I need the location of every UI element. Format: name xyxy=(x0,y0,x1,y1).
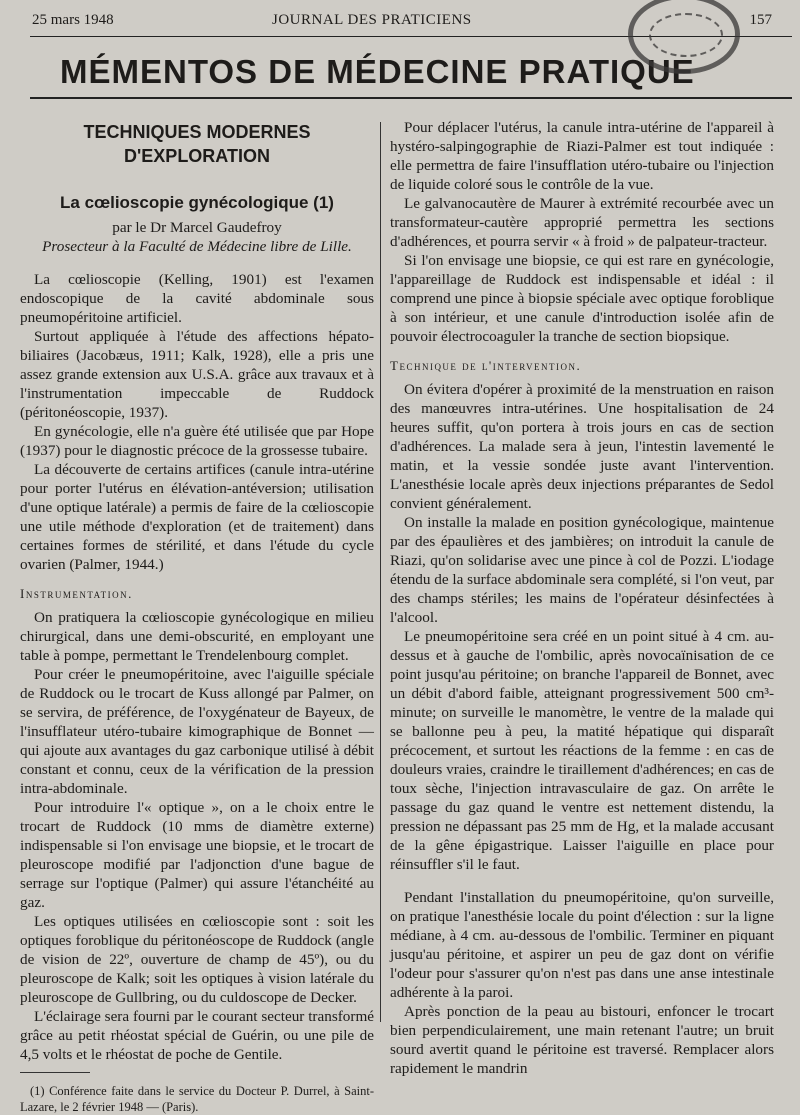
footnote: (1) Conférence faite dans le service du Docteur P. Durrel, à Saint-Lazare, le 2 février 1948 — (Paris). xyxy=(20,1084,374,1114)
paragraph: On évitera d'opérer à proximité de la menstruation en raison des manœuvres intra-utérines. Une hospitalisation de 24 heures suffit, qu'on portera à trois jours en cas de section d'adhérences. La malade sera à jeun, l'intestin lavementé le matin, et la vessie sondée juste avant l'intervention. L'anesthésie locale après deux injections préparantes de Sedol convient généralement. xyxy=(390,381,774,512)
section-title: MÉMENTOS DE MÉDECINE PRATIQUE xyxy=(60,53,695,90)
paragraph: En gynécologie, elle n'a guère été utilisée que par Hope (1937) pour le diagnostic précoce de la grossesse tubaire. xyxy=(20,423,374,459)
paragraph: On installe la malade en position gynécologique, maintenue par des épaulières et des jambières; on introduit la canule de Riazi, qu'on solidarise avec une pince à col de Pozzi. L'iodage étendu de la surface abdominale sera complété, si l'on veut, par des champs stériles; les mains de l'opérateur désinfectées à l'alcool. xyxy=(390,514,774,626)
article-title: TECHNIQUES MODERNES D'EXPLORATION xyxy=(83,122,311,166)
heading-technique: Technique de l'intervention. xyxy=(390,358,582,373)
paragraph: Pour déplacer l'utérus, la canule intra-utérine de l'appareil à hystéro-salpingographie de Riazi-Palmer est tout indiquée : elle permettra de faire l'insufflation utéro-tubaire ou l'injection de liquide coloré sous le contrôle de la vue. xyxy=(390,119,774,193)
page-number: 157 xyxy=(749,12,772,28)
paragraph: Pendant l'installation du pneumopéritoine, qu'on surveille, on pratique l'anesthésie locale du point d'élection : sur la ligne médiane, à 4 cm. au-dessous de l'ombilic. Terminer en piquant jusqu'au péritoine, et aspirer un peu de gaz dont on vérifie l'odeur pour s'assurer qu'on n'est pas dans une anse intestinale adhérente à la paroi. xyxy=(390,889,774,1001)
paragraph: Le galvanocautère de Maurer à extrémité recourbée avec un transformateur-cautère approprié permettra les sections d'adhérences, et pourra servir « à froid » de palpateur-tracteur. xyxy=(390,195,774,250)
paragraph: La découverte de certains artifices (canule intra-utérine pour porter l'utérus en élévation-antéversion; utilisation d'une optique latérale) a permis de faire de la cœlioscopie une utile méthode d'exploration (et de traitement) dans certaines formes de stérilité, et dans l'étude du cycle ovarien (Palmer, 1944.) xyxy=(20,461,374,573)
footnote-rule xyxy=(20,1072,90,1073)
right-column xyxy=(390,118,774,1077)
paragraph: La cœlioscopie (Kelling, 1901) est l'examen endoscopique de la cavité abdominale sous pneumopéritoine artificiel. xyxy=(20,271,374,326)
column-divider xyxy=(380,122,381,1022)
article-subtitle: La cœlioscopie gynécologique (1) xyxy=(60,193,334,212)
paragraph: Surtout appliquée à l'étude des affections hépato-biliaires (Jacobæus, 1911; Kalk, 1928), elle a pris une assez grande extension aux U.S.A. grâce aux travaux et à l'instrumentation impeccable de Ruddock (péritonéoscopie, 1937). xyxy=(20,328,374,421)
issue-date: 25 mars 1948 xyxy=(32,12,114,28)
journal-name: JOURNAL DES PRATICIENS xyxy=(272,12,472,28)
paragraph: On pratiquera la cœlioscopie gynécologique en milieu chirurgical, dans une demi-obscurité, en employant une table à pompe, permettant le Trendelenbourg complet. xyxy=(20,609,374,664)
paragraph: L'éclairage sera fourni par le courant secteur transformé grâce au petit rhéostat spécial de Guérin, ou une pile de 4,5 volts et le rhéostat de poche de Gentile. xyxy=(20,1008,374,1063)
paragraph: Pour créer le pneumopéritoine, avec l'aiguille spéciale de Ruddock ou le trocart de Kuss allongé par Palmer, on se servira, de préférence, de l'oxygénateur de Bayeux, de l'insufflateur utéro-tubaire kimographique de Bonnet — qui ajoute aux avantages du gaz carbonique utilisé à débit constant et connu, ceux de la vérification de la pression intra-abdominale. xyxy=(20,666,374,797)
paragraph: Les optiques utilisées en cœlioscopie sont : soit les optiques foroblique du péritonéoscope de Ruddock (angle de vision de 22º, ouverture de champ de 45º), ou du pleuroscope de Kalk; soit les optiques à vision latérale du pleuroscope de Gullbring, ou du culdoscope de Decker. xyxy=(20,913,374,1006)
author-byline: par le Dr Marcel Gaudefroy xyxy=(112,219,282,236)
author-affiliation: Prosecteur à la Faculté de Médecine libre de Lille. xyxy=(42,238,352,255)
left-column xyxy=(20,118,374,1114)
paragraph: Si l'on envisage une biopsie, ce qui est rare en gynécologie, l'appareillage de Ruddock est indispensable et idéal : il comprend une pince à biopsie spéciale avec optique foroblique à son intérieur, et une canule d'introduction isolée afin de pouvoir électrocoaguler la tranche de section biopsique. xyxy=(390,252,774,345)
paragraph: Après ponction de la peau au bistouri, enfoncer le trocart bien perpendiculairement, une main retenant l'autre; un bruit sourd avertit quand le péritoine est traversé. Remplacer alors rapidement le mandrin xyxy=(390,1003,774,1077)
heading-instrumentation: Instrumentation. xyxy=(20,586,133,601)
paragraph: Le pneumopéritoine sera créé en un point situé à 4 cm. au-dessus et à gauche de l'ombilic, après novocaïnisation de ce point jusqu'au péritoine; on branche l'appareil de Bonnet, avec un débit d'abord faible, atteignant progressivement 500 cm³-minute; on surveille le manomètre, le ventre de la malade qui se ballonne peu à peu, la matité hépatique qui disparaît précocement, et surtout les réactions de la femme : en cas de douleurs vraies, craindre le tiraillement d'adhérences; en cas de toux sèche, l'injection intravasculaire de gaz. On arrête le passage du gaz quand le ventre est nettement distendu, la pression ne dépassant pas 25 mm de Hg, et la malade accusant de la gêne épigastrique. Laisser l'aiguille en place pour réinsuffler s'il le faut. xyxy=(390,628,774,873)
paragraph: Pour introduire l'« optique », on a le choix entre le trocart de Ruddock (10 mms de diamètre externe) indispensable si l'on envisage une biopsie, et le trocart de pleuroscope modifié par l'adjonction d'une bague de serrage sur l'optique (Palmer) qui assure l'étanchéité au gaz. xyxy=(20,799,374,911)
section-rule xyxy=(30,97,792,99)
